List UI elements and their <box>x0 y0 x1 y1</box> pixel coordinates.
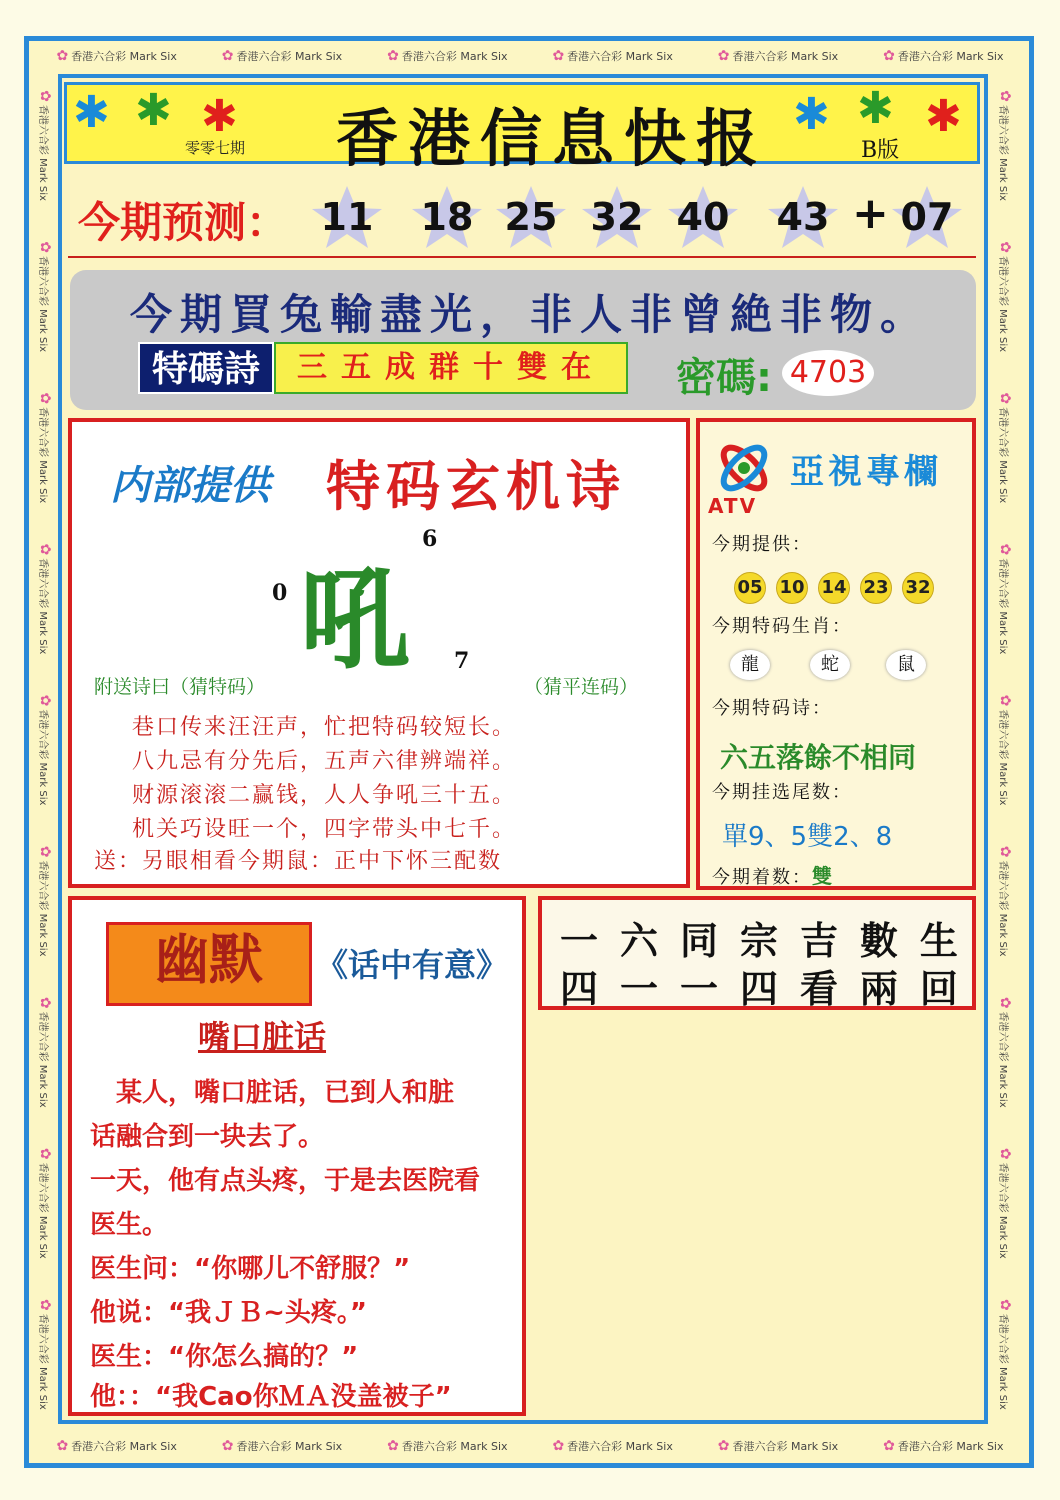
flower-icon: ✿ <box>37 694 53 707</box>
mima-label: 密碼: <box>676 355 772 401</box>
border-label-item: ✿ 香港六合彩 Mark Six <box>997 392 1013 504</box>
flower-icon: ✿ <box>997 543 1013 556</box>
prediction-row <box>64 170 980 260</box>
banner-poem: 今期買兔輸盡光，非人非曾絶非物。 <box>129 290 930 339</box>
couplet-line-2: 四 一 一 四 看 兩 回 <box>560 966 958 1011</box>
couplet-line-1: 一 六 同 宗 吉 數 生 <box>560 918 958 963</box>
flower-icon: ✿ <box>997 1147 1013 1160</box>
mima-value: 4703 <box>782 350 874 396</box>
zodiac-badge: 鼠 <box>886 650 926 680</box>
flower-icon: ✿ <box>997 241 1013 253</box>
riddle-caption-right: （猜平连码） <box>524 676 639 698</box>
humor-line: 话融合到一块去了。 <box>90 1122 325 1152</box>
riddle-line: 巷口传来汪汪声，忙把特码较短长。 <box>132 715 517 740</box>
bottom-border-strip <box>34 1436 1026 1456</box>
border-label-item: ✿ 香港六合彩 Mark Six <box>37 1147 53 1259</box>
couplet-panel <box>538 896 976 1010</box>
right-border-strip <box>994 70 1016 1430</box>
flower-icon: ✿ <box>717 48 730 64</box>
humor-title: 嘴口脏话 <box>198 1018 327 1056</box>
atv-provide-label: 今期提供： <box>712 534 812 555</box>
prediction-number: 25 <box>494 184 568 250</box>
riddle-character: 吼 <box>300 556 410 684</box>
atv-odd-row: 今期着数：雙 <box>712 864 834 888</box>
asterisk-icon: ✱ <box>793 89 830 140</box>
atv-tail-label: 今期挂选尾数： <box>712 782 852 803</box>
number-ball: 14 <box>818 572 850 604</box>
humor-line: 他说：“我ＪＢ~头疼。” <box>90 1298 367 1328</box>
border-label-item: ✿ 香港六合彩 Mark Six <box>717 1438 839 1454</box>
prediction-number: 18 <box>410 184 484 250</box>
tema-text: 三五成群十雙在 <box>274 342 628 394</box>
flower-icon: ✿ <box>883 1438 895 1454</box>
riddle-panel <box>68 418 690 888</box>
border-label-item: ✿ 香港六合彩 Mark Six <box>56 48 177 64</box>
riddle-send-line: 送：另眼相看今期鼠：正中下怀三配数 <box>94 849 503 874</box>
border-label-item: ✿ 香港六合彩 Mark Six <box>997 996 1013 1108</box>
flower-icon: ✿ <box>997 90 1013 102</box>
atv-title: 亞視專欄 <box>790 452 942 492</box>
atv-panel <box>696 418 976 890</box>
humor-line: 医生：“你怎么搞的？” <box>90 1342 359 1372</box>
riddle-digit: 6 <box>422 526 438 552</box>
flower-icon: ✿ <box>997 1299 1013 1311</box>
flower-icon: ✿ <box>37 1147 53 1160</box>
border-label-item: ✿ 香港六合彩 Mark Six <box>221 48 343 64</box>
left-border-strip <box>34 70 56 1430</box>
humor-panel <box>68 896 526 1416</box>
flower-icon: ✿ <box>56 1438 69 1454</box>
riddle-line: 机关巧设旺一个，四字带头中七千。 <box>132 817 517 842</box>
zodiac-badge: 龍 <box>730 650 770 680</box>
humor-line: 医生问：“你哪儿不舒服？” <box>90 1254 411 1284</box>
number-ball: 10 <box>776 572 808 604</box>
border-label-item: ✿ 香港六合彩 Mark Six <box>387 1438 508 1454</box>
border-label-item: ✿ 香港六合彩 Mark Six <box>997 1299 1013 1410</box>
atv-poem: 六五落餘不相同 <box>720 741 917 774</box>
border-label-item: ✿ 香港六合彩 Mark Six <box>997 241 1013 353</box>
flower-icon: ✿ <box>552 1438 565 1454</box>
prediction-number: 11 <box>310 184 384 250</box>
humor-tag: 《话中有意》 <box>316 946 509 984</box>
flower-icon: ✿ <box>387 48 399 64</box>
border-label-item: ✿ 香港六合彩 Mark Six <box>717 48 839 64</box>
humor-badge: 幽默 <box>106 922 312 1006</box>
header-banner <box>64 82 980 175</box>
border-label-item: ✿ 香港六合彩 Mark Six <box>221 1438 343 1454</box>
divider <box>68 256 976 258</box>
flower-icon: ✿ <box>37 845 53 858</box>
flower-icon: ✿ <box>387 1438 399 1454</box>
asterisk-icon: ✱ <box>925 91 962 142</box>
tema-label: 特碼詩 <box>138 342 274 394</box>
issue-number: 零零七期 <box>185 139 246 157</box>
panel-subtitle: 内部提供 <box>110 463 270 509</box>
border-label-item: ✿ 香港六合彩 Mark Six <box>997 90 1013 201</box>
border-label-item: ✿ 香港六合彩 Mark Six <box>37 392 53 504</box>
number-ball: 32 <box>902 572 934 604</box>
atv-tail-numbers: 單9、5雙2、8 <box>722 822 893 852</box>
riddle-line: 八九忌有分先后，五声六律辨端祥。 <box>132 749 517 774</box>
riddle-digit: 0 <box>272 580 288 606</box>
border-label-item: ✿ 香港六合彩 Mark Six <box>883 1438 1004 1454</box>
asterisk-icon: ✱ <box>135 85 172 136</box>
border-label-item: ✿ 香港六合彩 Mark Six <box>37 996 53 1108</box>
border-label-item: ✿ 香港六合彩 Mark Six <box>997 543 1013 655</box>
atv-poem-label: 今期特码诗： <box>712 698 832 719</box>
border-label-item: ✿ 香港六合彩 Mark Six <box>997 694 1013 806</box>
prediction-number: 43 <box>766 184 840 250</box>
atv-odd-value: 雙 <box>812 864 834 888</box>
flower-icon: ✿ <box>37 392 53 405</box>
flower-icon: ✿ <box>56 48 69 64</box>
border-label-item: ✿ 香港六合彩 Mark Six <box>997 1147 1013 1259</box>
flower-icon: ✿ <box>37 241 53 253</box>
special-number: 07 <box>890 184 964 250</box>
flower-icon: ✿ <box>37 996 53 1009</box>
border-label-item: ✿ 香港六合彩 Mark Six <box>997 845 1013 957</box>
zodiac-badge: 蛇 <box>810 650 850 680</box>
atv-logo-text: ATV <box>708 494 758 518</box>
border-label-item: ✿ 香港六合彩 Mark Six <box>37 845 53 957</box>
riddle-caption-left: 附送诗曰（猜特码） <box>94 676 266 698</box>
border-label-item: ✿ 香港六合彩 Mark Six <box>883 48 1004 64</box>
border-label-item: ✿ 香港六合彩 Mark Six <box>552 1438 673 1454</box>
flower-icon: ✿ <box>717 1438 730 1454</box>
panel-title: 特码玄机诗 <box>326 454 626 518</box>
border-label-item: ✿ 香港六合彩 Mark Six <box>387 48 508 64</box>
edition-label: B版 <box>861 138 900 163</box>
flower-icon: ✿ <box>997 845 1013 858</box>
asterisk-icon: ✱ <box>201 91 238 142</box>
border-label-item: ✿ 香港六合彩 Mark Six <box>37 90 53 201</box>
prediction-number: 32 <box>580 184 654 250</box>
asterisk-icon: ✱ <box>73 87 110 138</box>
atv-logo-icon <box>714 438 774 498</box>
flower-icon: ✿ <box>883 48 895 64</box>
flower-icon: ✿ <box>997 996 1013 1009</box>
flower-icon: ✿ <box>221 48 234 64</box>
flower-icon: ✿ <box>221 1438 234 1454</box>
flower-icon: ✿ <box>997 392 1013 405</box>
border-label-item: ✿ 香港六合彩 Mark Six <box>37 543 53 655</box>
asterisk-icon: ✱ <box>857 83 894 134</box>
flower-icon: ✿ <box>997 694 1013 707</box>
humor-line: 一天，他有点头疼，于是去医院看 <box>90 1166 481 1196</box>
atv-zodiac-label: 今期特码生肖： <box>712 616 852 637</box>
border-label-item: ✿ 香港六合彩 Mark Six <box>37 1299 53 1410</box>
number-ball: 23 <box>860 572 892 604</box>
humor-line: 他：：“我Cao你ＭＡ没盖被子” <box>90 1382 452 1412</box>
flower-icon: ✿ <box>37 1299 53 1311</box>
number-ball: 05 <box>734 572 766 604</box>
border-label-item: ✿ 香港六合彩 Mark Six <box>37 241 53 353</box>
poem-banner <box>70 270 976 410</box>
prediction-number: 40 <box>666 184 740 250</box>
page-title: 香港信息快报 <box>335 102 768 175</box>
flower-icon: ✿ <box>37 543 53 556</box>
prediction-label: 今期预测： <box>78 198 289 247</box>
border-label-item: ✿ 香港六合彩 Mark Six <box>37 694 53 806</box>
border-label-item: ✿ 香港六合彩 Mark Six <box>552 48 673 64</box>
plus-sign: + <box>852 188 889 239</box>
flower-icon: ✿ <box>37 90 53 102</box>
riddle-line: 财源滚滚二赢钱，人人争吼三十五。 <box>132 783 517 808</box>
riddle-digit: 7 <box>454 648 470 674</box>
border-label-item: ✿ 香港六合彩 Mark Six <box>56 1438 177 1454</box>
top-border-strip <box>34 46 1026 66</box>
humor-line: 某人，嘴口脏话，已到人和脏 <box>90 1078 455 1108</box>
flower-icon: ✿ <box>552 48 565 64</box>
humor-line: 医生。 <box>90 1210 169 1240</box>
